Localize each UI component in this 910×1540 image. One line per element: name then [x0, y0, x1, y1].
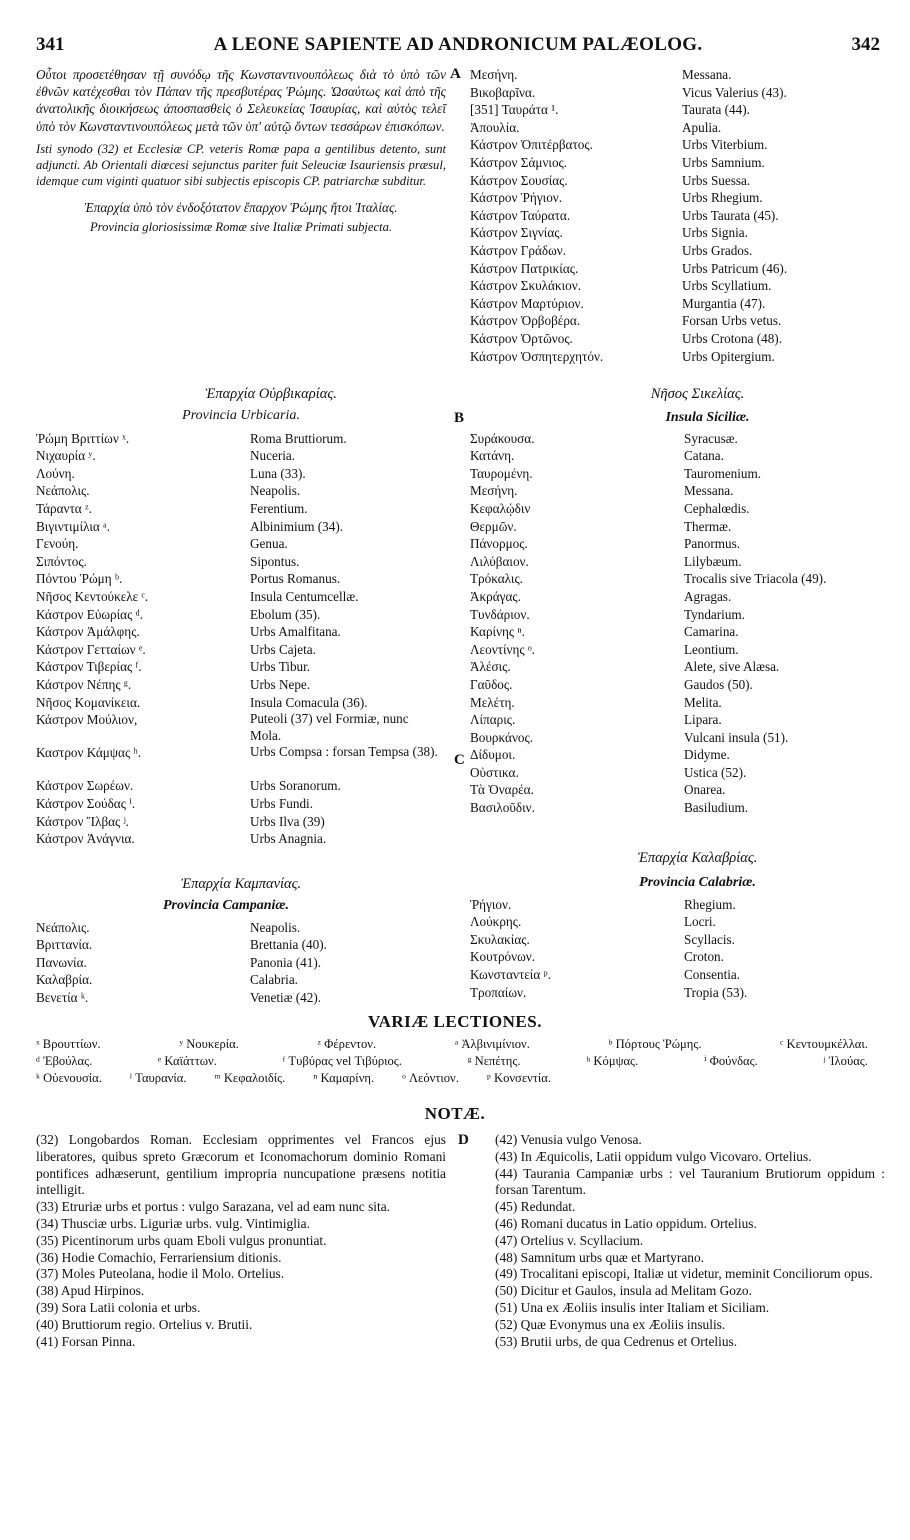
list-row [470, 641, 885, 659]
latin-name: Portus Romanus. [250, 571, 341, 587]
greek-name: Βασιλοῦδιν. [470, 800, 535, 816]
urbicaria-list [36, 430, 446, 848]
latin-name: Scyllacis. [684, 931, 735, 947]
calabria-latin-title: Provincia Calabriæ. [639, 874, 756, 890]
list-row [36, 989, 446, 1007]
latin-name: Neapolis. [250, 919, 301, 935]
page-number-left: 341 [36, 34, 65, 55]
list-row [36, 971, 446, 989]
latin-name: Urbs Scyllatium. [682, 278, 772, 294]
greek-name: Τροπαίων. [470, 984, 527, 1000]
list-row [470, 277, 885, 295]
greek-name: Τρόκαλις. [470, 571, 523, 587]
page-header [36, 34, 880, 58]
latin-name: Urbs Opitergium. [682, 348, 775, 364]
greek-name: Βενετία ᵏ. [36, 989, 89, 1005]
list-row [470, 224, 885, 242]
list-row [470, 931, 885, 949]
sicilia-section [470, 386, 885, 817]
greek-name: Κάστρον Γράδων. [470, 242, 567, 258]
notae-right-column [495, 1132, 885, 1350]
latin-name: Tropia (53). [684, 984, 748, 1000]
greek-name: Θερμῶν. [470, 518, 517, 534]
list-row [470, 465, 885, 483]
list-row [470, 482, 885, 500]
latin-name: Urbs Taurata (45). [682, 207, 779, 223]
latin-name: Leontium. [684, 641, 739, 657]
list-row [470, 588, 885, 606]
latin-name: Urbs Samnium. [682, 154, 765, 170]
greek-name: Κουτρόνων. [470, 949, 536, 965]
latin-name: Sipontus. [250, 553, 300, 569]
latin-name: Urbs Cajeta. [250, 641, 316, 657]
intro-greek: Οὗτοι προσετέθησαν τῇ συνόδῳ τῆς Κωνσταντινουπόλεως διὰ τὸ ὑπὸ τῶν ἐθνῶν κατέχεσθαι τὸν Πάπαν τῆς πρεσβυτέρας Ῥώμης. Ὡσαύτως καὶ ἀπὸ τῆς ἀνατολικῆς διοικήσεως ἀποσπασθεὶς ὁ Σελευκείας Ἰσαυρίας, καὶ αὐτὸς τελεῖ ὑπὸ τὸν Κωνσταντινουπόλεως μετὰ τῶν ὑπ' αὐτῷ ὄντων τεσσάρων ἐπισκόπων. [36, 67, 446, 134]
greek-name: Κατάνη. [470, 448, 515, 464]
greek-name: Κάστρον Μούλιον, [36, 712, 138, 728]
greek-name: Κωνσταντεία ᵖ. [470, 966, 551, 982]
latin-name: Calabria. [250, 972, 298, 988]
latin-name: Locri. [684, 914, 716, 930]
latin-name: Cephalœdis. [684, 500, 750, 516]
variae-title: VARIÆ LECTIONES. [368, 1012, 542, 1031]
greek-name: Ἀλέσις. [470, 659, 511, 675]
greek-name: Καρίνης ⁿ. [470, 624, 525, 640]
campania-greek-title: Ἐπαρχία Καμπανίας. [180, 876, 302, 892]
variae-line-1 [36, 1036, 878, 1053]
list-row [36, 744, 446, 777]
variant-reading: ᶠ Τυβύρας vel Τιβύριος. [282, 1054, 402, 1068]
greek-name: Κάστρον Τιβερίας ᶠ. [36, 659, 142, 675]
latin-name: Urbs Amalfitana. [250, 624, 341, 640]
list-row [36, 500, 446, 518]
greek-name: Τὰ Ὀναρέα. [470, 782, 534, 798]
variant-reading: ʸ Νουκερία. [179, 1037, 239, 1051]
latin-name: Urbs Tibur. [250, 659, 311, 675]
list-row [470, 764, 885, 782]
footnote: (38) Apud Hirpinos. [36, 1283, 145, 1299]
variant-reading: ᶜ Κεντουμκέλλαι. [780, 1037, 868, 1051]
latin-name: Urbs Fundi. [250, 796, 314, 812]
latin-name: Croton. [684, 949, 724, 965]
greek-name: Μελέτη. [470, 694, 515, 710]
margin-letter-c: C [454, 752, 465, 768]
variant-reading: ᵖ Κονσεντία. [486, 1071, 552, 1085]
calabria-greek-title: Ἐπαρχία Καλαβρίας. [637, 850, 758, 866]
greek-name: Νεάπολις. [36, 919, 90, 935]
greek-name: Κάστρον Γετταίων ᵉ. [36, 641, 146, 657]
list-row [36, 447, 446, 465]
latin-name: Consentia. [684, 966, 741, 982]
list-row [470, 948, 885, 966]
latin-name: Urbs Soranorum. [250, 778, 341, 794]
latin-name: Urbs Patricum (46). [682, 260, 788, 276]
latin-name: Urbs Signia. [682, 225, 748, 241]
running-title: A LEONE SAPIENTE AD ANDRONICUM PALÆOLOG. [213, 34, 703, 55]
list-row [470, 623, 885, 641]
greek-name: Μεσήνη. [470, 483, 518, 499]
list-row [36, 482, 446, 500]
list-row [470, 913, 885, 931]
greek-name: Πάνορμος. [470, 536, 528, 552]
latin-name: Genua. [250, 536, 288, 552]
greek-name: Κάστρον Σούδας ⁱ. [36, 796, 136, 812]
intro-latin-heading: Provincia gloriosissimæ Romæ sive Italiæ Primati subjecta. [89, 219, 393, 234]
footnote: (50) Dicitur et Gaulos, insula ad Melitam Gozo. [495, 1283, 752, 1299]
latin-name: Gaudos (50). [684, 676, 753, 692]
greek-name: Κάστρον Ὀπιτέρβατος. [470, 137, 593, 153]
latin-name: Murgantia (47). [682, 295, 766, 311]
campania-list [36, 919, 446, 1007]
greek-name: Κάστρον Νέπης ᵍ. [36, 676, 132, 692]
greek-name: Πανωνία. [36, 954, 87, 970]
greek-name: Κάστρον Σκυλάκιον. [470, 278, 581, 294]
list-row [470, 781, 885, 799]
latin-name: Panonia (41). [250, 954, 322, 970]
latin-name: Insula Comacula (36). [250, 694, 368, 710]
variant-reading: ᵉ Καϊάττων. [158, 1054, 217, 1068]
greek-name: Οὐστικα. [470, 764, 519, 780]
variant-reading: ⁱ Φούνδας. [703, 1054, 758, 1068]
list-row [36, 954, 446, 972]
campania-latin-title: Provincia Campaniæ. [162, 897, 289, 913]
footnote: (34) Thusciæ urbs. Liguriæ urbs. vulg. Vintimiglia. [36, 1215, 310, 1231]
list-row [470, 518, 885, 536]
list-row [470, 447, 885, 465]
latin-name: Urbs Ilva (39) [250, 813, 325, 829]
footnote: (35) Picentinorum urbs quam Eboli vulgus pronuntiat. [36, 1232, 327, 1248]
greek-name: Ταυρομένη. [470, 465, 533, 481]
list-row [470, 729, 885, 747]
variant-reading: ᵈ Ἐβούλας. [36, 1054, 93, 1068]
footnote: (33) Etruriæ urbs et portus : vulgo Sarazana, vel ad eam nunc sita. [36, 1199, 391, 1215]
list-row [470, 154, 885, 172]
list-row [36, 518, 446, 536]
greek-name: Τάραντα ᶻ. [36, 500, 92, 516]
latin-name: Urbs Nepe. [250, 676, 311, 692]
latin-name: Urbs Grados. [682, 242, 753, 258]
notae-title: NOTÆ. [424, 1104, 486, 1123]
latin-name: Lilybæum. [684, 553, 742, 569]
list-row [470, 535, 885, 553]
urbicaria-section [36, 386, 446, 848]
list-row [36, 588, 446, 606]
latin-name: Apulia. [682, 119, 722, 135]
list-row [36, 570, 446, 588]
greek-name: Συράκουσα. [470, 430, 535, 446]
latin-name: Rhegium. [684, 896, 736, 912]
greek-name: Κάστρον Εὐωρίας ᵈ. [36, 606, 144, 622]
greek-name: Κάστρον Ῥήγιον. [470, 190, 563, 206]
list-row [36, 676, 446, 694]
list-row [470, 553, 885, 571]
greek-name: Κάστρον Πατρικίας. [470, 260, 579, 276]
latin-name: Trocalis sive Triacola (49). [684, 571, 827, 587]
list-row [36, 641, 446, 659]
greek-name: Λούκρης. [470, 914, 522, 930]
footnote: (44) Taurania Campaniæ urbs : vel Tauranium Brutiorum oppidum : forsan Tarentum. [495, 1165, 885, 1198]
variant-reading: ˣ Βρουττίων. [36, 1037, 101, 1051]
latin-name: Forsan Urbs vetus. [682, 313, 782, 329]
greek-name: Κάστρον Ταύρατα. [470, 207, 571, 223]
latin-name: Onarea. [684, 782, 726, 798]
latin-name: Urbs Compsa : forsan Tempsa (38). [250, 744, 438, 760]
latin-name: Puteoli (37) vel Formiæ, nunc Mola. [250, 711, 409, 743]
urbicaria-latin-title: Provincia Urbicaria. [182, 407, 300, 423]
greek-name: Νεάπολις. [36, 483, 90, 499]
list-row [470, 312, 885, 330]
variant-reading: ᵒ Λεόντιον. [402, 1071, 459, 1085]
greek-name: Κάστρον Σάμνιος. [470, 154, 568, 170]
greek-name: Λούνη. [36, 465, 75, 481]
latin-name: Messana. [684, 483, 734, 499]
list-row [36, 430, 446, 448]
latin-name: Vulcani insula (51). [684, 729, 789, 745]
list-row [36, 623, 446, 641]
greek-name: Βουρκάνος. [470, 729, 534, 745]
latin-name: Ferentium. [250, 500, 308, 516]
footnote: (46) Romani ducatus in Latio oppidum. Ortelius. [495, 1215, 757, 1231]
variant-reading: ⁿ Καμαρίνη. [313, 1071, 375, 1085]
footnote: (37) Moles Puteolana, hodie il Molo. Ortelius. [36, 1266, 285, 1282]
variant-reading: ᵃ Ἀλβινιμίνιον. [454, 1037, 530, 1051]
greek-name: Λίπαρις. [470, 712, 516, 728]
footnote: (53) Brutii urbs, de qua Cedrenus et Ortelius. [495, 1333, 738, 1349]
variae-lectiones [36, 1036, 878, 1087]
latin-name: Urbs Viterbium. [682, 137, 768, 153]
list-row [36, 919, 446, 937]
latin-name: Taurata (44). [682, 102, 750, 118]
greek-name: Κάστρον Ἀμάλφης. [36, 624, 140, 640]
latin-name: Camarina. [684, 624, 739, 640]
footnote: (47) Ortelius v. Scyllacium. [495, 1232, 644, 1248]
footnote: (42) Venusia vulgo Venosa. [495, 1132, 642, 1147]
list-row [470, 711, 885, 729]
variant-reading: ᵍ Νεπέτης. [467, 1054, 521, 1068]
list-row [36, 535, 446, 553]
footnote: (52) Quæ Evonymus una ex Æoliis insulis. [495, 1316, 726, 1332]
greek-name: Ῥώμη Βριττίων ˣ. [36, 430, 130, 446]
greek-name: Λεοντίνης ᵒ. [470, 641, 535, 657]
greek-name: Βικοβαρῖνα. [470, 84, 536, 100]
latin-name: Thermæ. [684, 518, 732, 534]
list-row [470, 172, 885, 190]
list-row [470, 348, 885, 366]
footnote: (32) Longobardos Roman. Ecclesiam opprimentes vel Francos ejus liberatores, quibus spreto Græcorum et Iconomachorum dominio Romani pontifices adhæserunt, gentilium impropria nuncupatione præsens notitia intelligit. [36, 1132, 446, 1198]
list-row [470, 101, 885, 119]
sicilia-list [470, 430, 885, 817]
list-row [470, 746, 885, 764]
latin-name: Vicus Valerius (43). [682, 84, 787, 100]
greek-name: Κάστρον Ἴλβας ʲ. [36, 813, 129, 829]
greek-name: Κεφαλῴδιν [470, 500, 531, 516]
list-row [470, 676, 885, 694]
left-column [36, 66, 446, 235]
latin-name: Venetiæ (42). [250, 989, 322, 1005]
greek-name: Καλαβρία. [36, 972, 93, 988]
greek-name: Κάστρον Ὀσπητερχητόν. [470, 348, 604, 364]
list-row [470, 694, 885, 712]
variant-reading: ᶻ Φέρεντον. [317, 1037, 377, 1051]
greek-name: Σιπόντος. [36, 553, 87, 569]
page-number-right: 342 [851, 34, 880, 55]
latin-name: Tyndarium. [684, 606, 745, 622]
list-row [470, 84, 885, 102]
greek-name: Ἀκράγας. [470, 588, 521, 604]
latin-name: Roma Bruttiorum. [250, 430, 347, 446]
list-row [36, 795, 446, 813]
greek-name: Νιχαυρία ʸ. [36, 448, 96, 464]
margin-letter-a: A [450, 66, 461, 82]
latin-name: Luna (33). [250, 465, 306, 481]
variant-reading: ˡ Ταυρανία. [129, 1071, 187, 1085]
latin-name: Tauromenium. [684, 465, 762, 481]
list-row [470, 966, 885, 984]
list-row [36, 777, 446, 795]
greek-name: Δίδυμοι. [470, 747, 516, 763]
latin-name: Neapolis. [250, 483, 301, 499]
list-row [470, 66, 885, 84]
footnote: (43) In Æquicolis, Latii oppidum vulgo Vicovaro. Ortelius. [495, 1148, 812, 1164]
latin-name: Urbs Anagnia. [250, 831, 327, 847]
list-row [470, 430, 885, 448]
variant-reading: ᵇ Πόρτους Ῥώμης. [608, 1037, 702, 1051]
campania-section [36, 876, 446, 1007]
intro-latin: Isti synodo (32) et Ecclesiæ CP. veteris Romæ papa a gentilibus detento, sunt adjuncti. Ab Orientali diœcesi sejunctus pariter fuit Seleuciæ Isauriensis præsul, idemque cum viginti quatuor sibi subjectis episcopis CP. patriarchæ subditur. [36, 141, 446, 188]
greek-name: Γενούη. [36, 536, 79, 552]
list-row [36, 694, 446, 712]
latin-name: Urbs Rhegium. [682, 190, 763, 206]
greek-name: Καστρον Κάμψας ʰ. [36, 745, 142, 761]
greek-name: Ἀπουλία. [470, 119, 520, 135]
calabria-section [470, 850, 885, 1001]
footnote: (36) Hodie Comachio, Ferrariensium ditionis. [36, 1249, 282, 1265]
list-row [470, 984, 885, 1002]
list-row [470, 330, 885, 348]
right-top-list [470, 66, 885, 365]
latin-name: Melita. [684, 694, 722, 710]
intro-greek-heading: Ἐπαρχία ὑπὸ τὸν ἐνδοξότατον ἔπαρχον Ῥώμης ἤτοι Ἰταλίας. [84, 199, 398, 215]
notae-left-column [36, 1132, 446, 1350]
greek-name: Κάστρον Ὀρτῶνος. [470, 330, 573, 346]
list-row [36, 711, 446, 744]
list-row [36, 606, 446, 624]
footnote: (45) Redundat. [495, 1199, 576, 1215]
latin-name: Lipara. [684, 712, 722, 728]
latin-name: Albinimium (34). [250, 518, 344, 534]
greek-name: Σκυλακίας. [470, 931, 530, 947]
latin-name: Syracusæ. [684, 430, 738, 446]
latin-name: Basiludium. [684, 800, 749, 816]
sicilia-latin-title: Insula Siciliæ. [665, 409, 750, 425]
greek-name: Μεσήνη. [470, 67, 518, 82]
list-row [470, 658, 885, 676]
list-row [470, 606, 885, 624]
variant-reading: ᵐ Κεφαλοιδίς. [214, 1071, 286, 1085]
latin-name: Insula Centumcellæ. [250, 588, 359, 604]
list-row [470, 136, 885, 154]
list-row [36, 465, 446, 483]
footnote: (39) Sora Latii colonia et urbs. [36, 1299, 201, 1315]
list-row [36, 813, 446, 831]
list-row [36, 830, 446, 848]
greek-name: Κάστρον Ὀρβοβέρα. [470, 313, 581, 329]
list-row [36, 658, 446, 676]
latin-name: Urbs Crotona (48). [682, 330, 782, 346]
latin-name: Ustica (52). [684, 764, 747, 780]
margin-letter-b: B [454, 410, 465, 426]
list-row [470, 260, 885, 278]
greek-name: Νῆσος Κομανίκεια. [36, 694, 141, 710]
greek-name: Βριττανία. [36, 937, 93, 953]
margin-letter-d: D [458, 1132, 469, 1148]
latin-name: Alete, sive Alæsa. [684, 659, 780, 675]
variant-reading: ʰ Κόμψας. [586, 1054, 639, 1068]
greek-name: Κάστρον Σουσίας. [470, 172, 568, 188]
latin-name: Urbs Suessa. [682, 172, 751, 188]
list-row [470, 500, 885, 518]
list-row [470, 189, 885, 207]
urbicaria-greek-title: Ἐπαρχία Οὐρβικαρίας. [205, 386, 337, 402]
greek-name: Λιλύβαιον. [470, 553, 529, 569]
greek-name: Κάστρον Σιγνίας. [470, 225, 563, 241]
greek-name: Κάστρον Ἀνάγνια. [36, 831, 135, 847]
list-row [470, 799, 885, 817]
sicilia-greek-title: Νῆσος Σικελίας. [650, 386, 745, 402]
list-row [470, 119, 885, 137]
greek-name: Τυνδάριον. [470, 606, 530, 622]
latin-name: Panormus. [684, 536, 741, 552]
latin-name: Nuceria. [250, 448, 296, 464]
greek-name: Πόντου Ῥώμη ᵇ. [36, 571, 123, 587]
greek-name: Ῥήγιον. [470, 896, 512, 912]
greek-name: [351] Ταυράτα ¹. [470, 102, 559, 118]
footnote: (49) Trocalitani episcopi, Italiæ ut videtur, meminit Conciliorum opus. [495, 1266, 873, 1282]
list-row [36, 553, 446, 571]
variae-line-2 [36, 1053, 878, 1070]
footnote: (40) Bruttiorum regio. Ortelius v. Brutii. [36, 1316, 253, 1332]
variae-line-3 [36, 1070, 878, 1087]
variant-reading: ᵏ Οὐενουσία. [36, 1071, 102, 1085]
latin-name: Ebolum (35). [250, 606, 321, 622]
footnote: (48) Samnitum urbs quæ et Martyrano. [495, 1249, 705, 1265]
greek-name: Κάστρον Μαρτύριον. [470, 295, 584, 311]
calabria-list [470, 896, 885, 1002]
list-row [470, 570, 885, 588]
latin-name: Brettania (40). [250, 937, 327, 953]
greek-name: Βιγιντιμίλια ᵃ. [36, 518, 111, 534]
list-row [470, 207, 885, 225]
greek-name: Νῆσος Κεντούκελε ᶜ. [36, 588, 149, 604]
latin-name: Catana. [684, 448, 724, 464]
greek-name: Κάστρον Σωρέων. [36, 778, 134, 794]
footnote: (41) Forsan Pinna. [36, 1333, 136, 1349]
list-row [470, 295, 885, 313]
list-row [470, 242, 885, 260]
latin-name: Didyme. [684, 747, 730, 763]
greek-name: Γαῦδος. [470, 676, 513, 692]
variant-reading: ʲ Ἰλούας. [823, 1054, 868, 1068]
latin-name: Messana. [682, 67, 732, 82]
footnote: (51) Una ex Æoliis insulis inter Italiam et Siciliam. [495, 1299, 770, 1315]
list-row [36, 936, 446, 954]
list-row [470, 896, 885, 914]
latin-name: Agragas. [684, 588, 732, 604]
